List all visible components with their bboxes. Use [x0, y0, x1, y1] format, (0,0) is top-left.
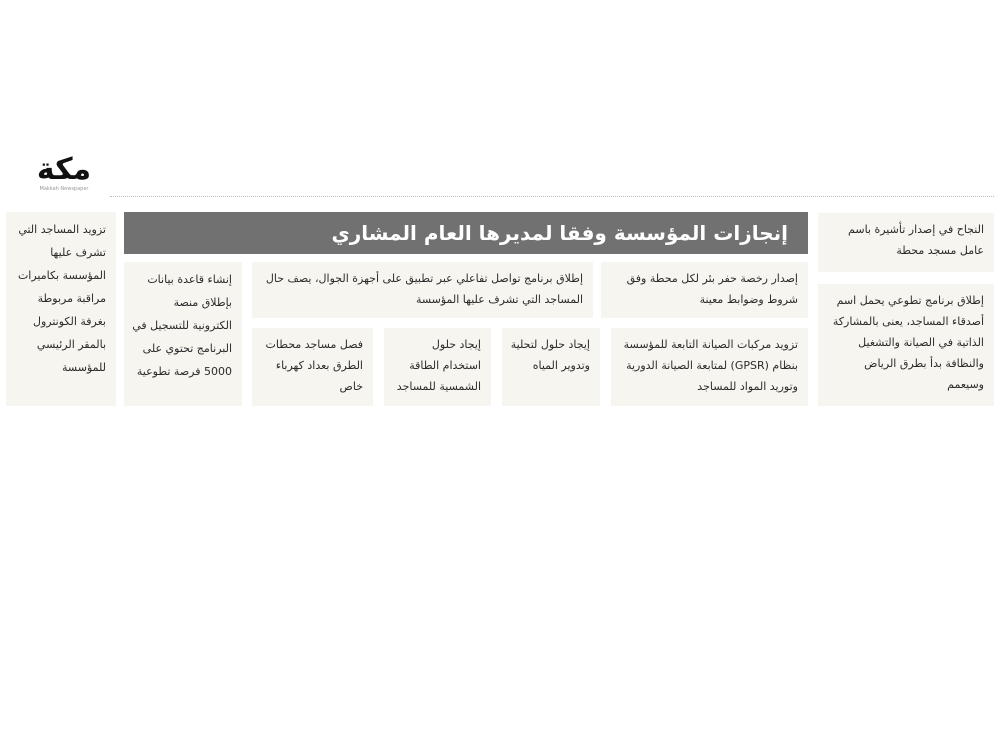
item-visa-box — [818, 213, 994, 272]
item-meter-box — [252, 328, 373, 406]
item-database-text: إنشاء قاعدة بيانات بإطلاق منصة الكترونية للتسجيل في البرنامج تحتوي على 5000 فرصة تطوعية — [132, 273, 232, 378]
item-vehicles-text: تزويد مركبات الصيانة التابعة للمؤسسة بنظام (GPSR) لمتابعة الصيانة الدورية وتوريد المواد للمساجد — [623, 338, 798, 393]
header-divider — [110, 196, 994, 197]
item-solar-box — [384, 328, 491, 406]
item-solar-text: إيجاد حلول استخدام الطاقة الشمسية للمساجد — [396, 338, 481, 393]
item-cameras-box — [6, 212, 116, 406]
item-app-text: إطلاق برنامج تواصل تفاعلي عبر تطبيق على أجهزة الجوال، يصف حال المساجد التي تشرف عليها المؤسسة — [265, 272, 583, 306]
item-license-text: إصدار رخصة حفر بئر لكل محطة وفق شروط وضوابط معينة — [626, 272, 798, 306]
item-visa-text: النجاح في إصدار تأشيرة باسم عامل مسجد محطة — [848, 223, 984, 257]
item-water-box — [502, 328, 600, 406]
item-vehicles-box — [611, 328, 808, 406]
item-volunteer-box — [818, 284, 994, 406]
item-app-box — [252, 262, 593, 318]
item-cameras-text: تزويد المساجد التي تشرف عليها المؤسسة بكاميرات مراقبة مربوطة بغرفة الكونترول بالمقر الرئيسي للمؤسسة — [17, 223, 106, 374]
item-meter-text: فصل مساجد محطات الطرق بعداد كهرباء خاص — [265, 338, 363, 393]
item-database-box — [124, 262, 242, 406]
infographic-title-bar — [124, 212, 808, 254]
item-license-box — [601, 262, 808, 318]
item-water-text: إيجاد حلول لتحلية وتدوير المياه — [510, 338, 590, 372]
item-volunteer-text: إطلاق برنامج تطوعي يحمل اسم أصدقاء المساجد، يعنى بالمشاركة الذاتية في الصيانة والتشغيل والنظافة بدأ بطرق الرياض وسيعمم — [832, 294, 984, 391]
infographic-title: إنجازات المؤسسة وفقا لمديرها العام المشاري — [331, 221, 788, 245]
logo-wordmark: مكة — [36, 152, 92, 187]
newspaper-logo — [24, 152, 104, 195]
logo-tagline: Makkah Newspaper — [39, 186, 89, 192]
